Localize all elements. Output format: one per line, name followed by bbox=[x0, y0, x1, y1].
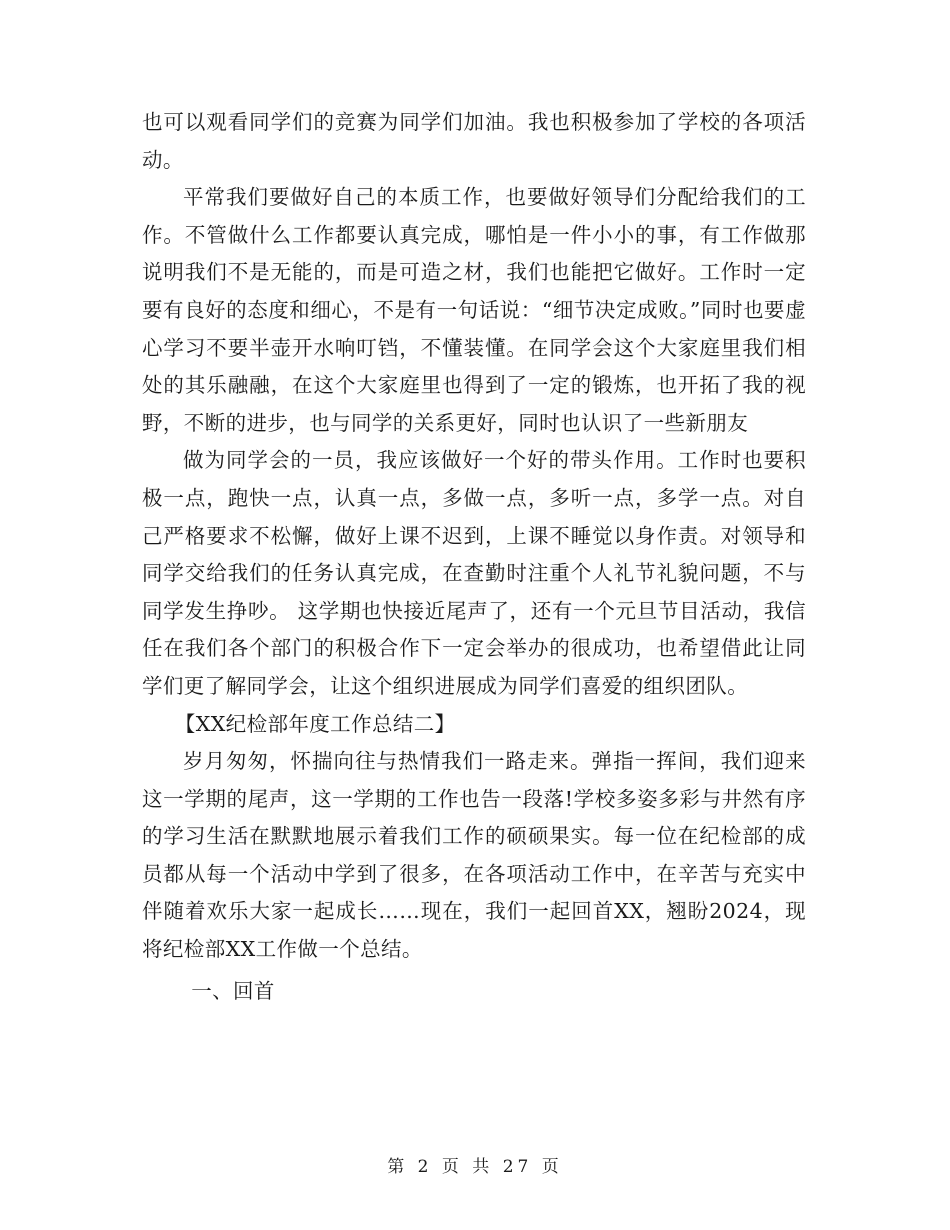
paragraph-member-role: 做为同学会的一员，我应该做好一个好的带头作用。工作时也要积极一点，跑快一点，认真一点，多做一点，多听一点，多学一点。对自己严格要求不松懈，做好上课不迟到，上课不睡觉以身作责。对领导和同学交给我们的任务认真完成，在查勤时注重个人礼节礼貌问题，不与同学发生挣吵。 这学期也快接近尾声了，还有一个元旦节目活动，我信任在我们各个部门的积极合作下一定会举办的很成功，也希望借此让同学们更了解同学会，让这个组织进展成为同学们喜爱的组织团队。 bbox=[142, 448, 806, 698]
paragraph-semester-review: 岁月匆匆，怀揣向往与热情我们一路走来。弹指一挥间，我们迎来这一学期的尾声，这一学期的工作也告一段落!学校多姿多彩与井然有序的学习生活在默默地展示着我们工作的硕硕果实。每一位在纪检部的成员都从每一个活动中学到了很多，在各项活动工作中，在辛苦与充实中伴随着欢乐大家一起成长……现在，我们一起回首XX，翘盼2024，现将纪检部XX工作做一个总结。 bbox=[142, 749, 806, 962]
section-heading-summary-two: 【XX纪检部年度工作总结二】 bbox=[174, 711, 456, 736]
subsection-heading-review: 一、回首 bbox=[191, 978, 275, 1003]
paragraph-work-attitude: 平常我们要做好自己的本质工作，也要做好领导们分配给我们的工作。不管做什么工作都要认真完成，哪怕是一件小小的事，有工作做那说明我们不是无能的，而是可造之材，我们也能把它做好。工作时一定要有良好的态度和细心，不是有一句话说：“细节决定成败。”同时也要虚心学习不要半壶开水响叮铛，不懂装懂。在同学会这个大家庭里我们相处的其乐融融，在这个大家庭里也得到了一定的锻炼，也开拓了我的视野，不断的进步，也与同学的关系更好，同时也认识了一些新朋友 bbox=[142, 185, 806, 435]
document-body bbox=[142, 104, 806, 1010]
paragraph-continued: 也可以观看同学们的竞赛为同学们加油。我也积极参加了学校的各项活动。 bbox=[142, 110, 806, 172]
page-number-footer: 第 2 页 共 27 页 bbox=[387, 1157, 563, 1177]
